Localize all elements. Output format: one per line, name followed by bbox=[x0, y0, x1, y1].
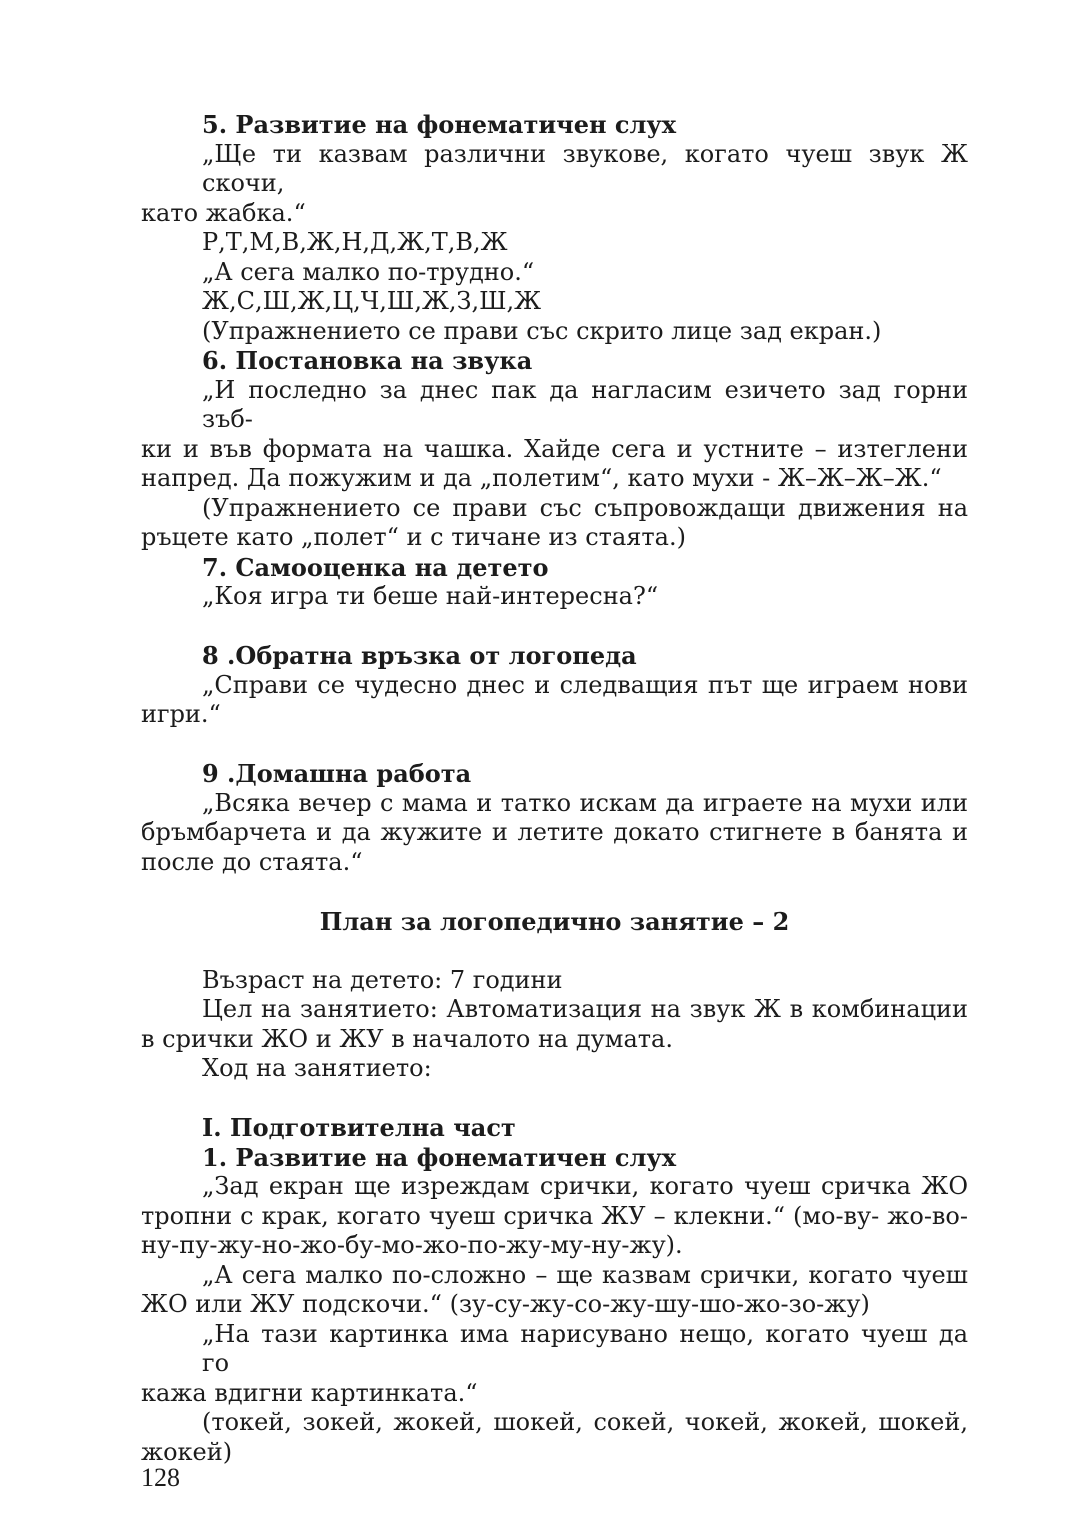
page-number: 128 bbox=[141, 1463, 180, 1492]
text-line: ки и във формата на чашка. Хайде сега и устните – изтеглени bbox=[141, 434, 968, 463]
text-line: ЖО или ЖУ подскочи.“ (зу-су-жу-со-жу-шу-шо-жо-зо-жу) bbox=[141, 1290, 870, 1318]
section-heading: 5. Развитие на фонематичен слух bbox=[202, 110, 677, 139]
page-body bbox=[141, 110, 968, 1467]
text-line: като жабка.“ bbox=[141, 198, 306, 227]
text-line: (Упражнението се прави със съпровождащи движения на bbox=[202, 493, 968, 522]
text-line: в срички ЖО и ЖУ в началото на думата. bbox=[141, 1024, 673, 1053]
text-line: „На тази картинка има нарисувано нещо, когато чуеш да го bbox=[202, 1319, 968, 1377]
spacer bbox=[141, 612, 968, 642]
section-heading: 1. Развитие на фонематичен слух bbox=[202, 1142, 677, 1172]
section-heading: 7. Самооценка на детето bbox=[202, 552, 549, 582]
section-9 bbox=[141, 759, 968, 877]
text-line: игри.“ bbox=[141, 700, 221, 728]
section-5 bbox=[141, 110, 968, 346]
text-line: бръмбарчета и да жужите и летите докато стигнете в банята и bbox=[141, 818, 968, 846]
text-line: „Коя игра ти беше най-интересна?“ bbox=[202, 582, 659, 610]
part-1 bbox=[141, 1113, 968, 1467]
section-6 bbox=[141, 346, 968, 553]
section-heading: 8 .Обратна връзка от логопеда bbox=[202, 641, 637, 670]
section-8 bbox=[141, 641, 968, 730]
text-line: тропни с крак, когато чуеш сричка ЖУ – клекни.“ (мо-ву- жо-во- bbox=[141, 1201, 968, 1230]
text-line: кажа вдигни картинката.“ bbox=[141, 1378, 478, 1407]
text-line: „Ще ти казвам различни звукове, когато чуеш звук Ж скочи, bbox=[202, 139, 968, 197]
text-line: Р,Т,М,В,Ж,Н,Д,Ж,Т,В,Ж bbox=[202, 228, 508, 256]
section-heading: 9 .Домашна работа bbox=[202, 759, 472, 788]
text-line: ну-пу-жу-но-жо-бу-мо-жо-по-жу-му-ну-жу). bbox=[141, 1231, 683, 1259]
part-heading: I. Подготвителна част bbox=[202, 1113, 516, 1142]
spacer bbox=[141, 1084, 968, 1114]
spacer bbox=[141, 877, 968, 907]
text-line: напред. Да пожужим и да „полетим“, като мухи - Ж–Ж–Ж–Ж.“ bbox=[141, 464, 942, 492]
section-heading: 6. Постановка на звука bbox=[202, 346, 533, 375]
text-line: после до стаята.“ bbox=[141, 847, 363, 876]
text-line: (Упражнението се прави със скрито лице зад екран.) bbox=[202, 316, 882, 345]
text-line: „И последно за днес пак да нагласим езичето зад горни зъб- bbox=[202, 375, 968, 433]
section-7 bbox=[141, 553, 968, 612]
text-line: жокей) bbox=[141, 1437, 233, 1466]
text-line: „Зад екран ще изреждам срички, когато чуеш сричка ЖО bbox=[202, 1172, 968, 1200]
plan-title: План за логопедично занятие – 2 bbox=[319, 906, 790, 936]
text-line: „Всяка вечер с мама и татко искам да играете на мухи или bbox=[202, 788, 968, 817]
text-line: Ж,С,Ш,Ж,Ц,Ч,Ш,Ж,З,Ш,Ж bbox=[202, 287, 542, 315]
text-line: „Справи се чудесно днес и следващия път ще играем нови bbox=[202, 670, 968, 699]
text-line: „А сега малко по-сложно – ще казвам срички, когато чуеш bbox=[202, 1260, 968, 1289]
text-line: „А сега малко по-трудно.“ bbox=[202, 257, 535, 286]
text-line: Ход на занятието: bbox=[202, 1054, 432, 1082]
text-line: Цел на занятието: Автоматизация на звук Ж в комбинации bbox=[202, 995, 968, 1023]
plan-intro bbox=[141, 966, 968, 1084]
text-line: Възраст на детето: 7 години bbox=[202, 965, 563, 994]
text-line: ръцете като „полет“ и с тичане из стаята.) bbox=[141, 523, 686, 551]
spacer bbox=[141, 730, 968, 760]
text-line: (токей, зокей, жокей, шокей, сокей, чокей, жокей, шокей, bbox=[202, 1408, 968, 1436]
spacer bbox=[141, 936, 968, 966]
